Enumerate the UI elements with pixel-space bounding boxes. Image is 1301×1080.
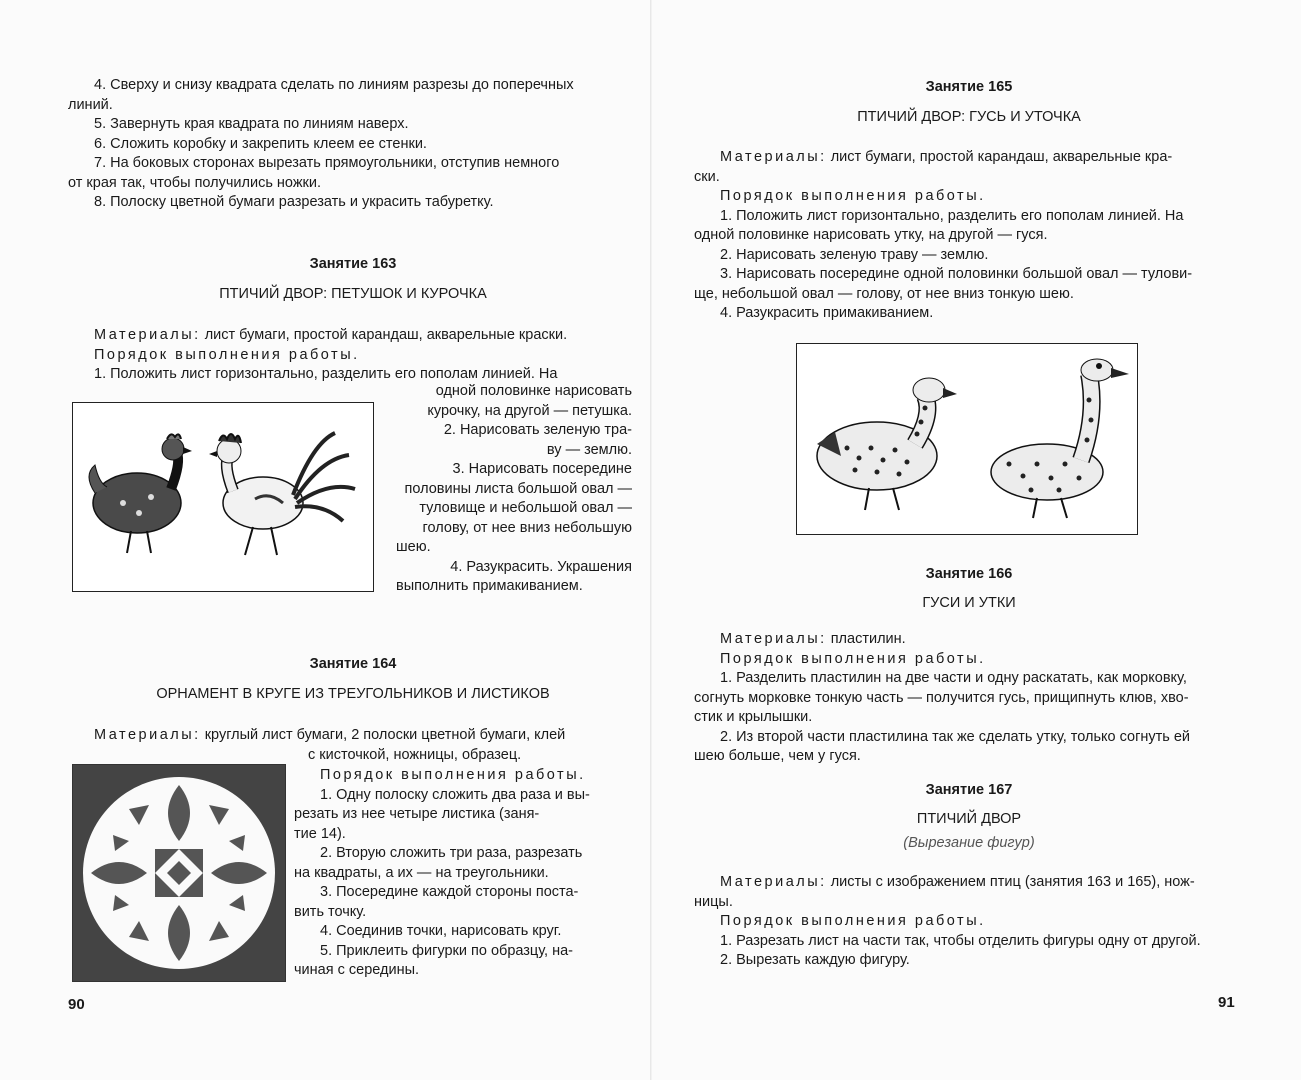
wrap-line: на квадраты, а их — на треугольники.: [294, 864, 549, 881]
rooster-hen-illustration: [72, 402, 374, 592]
materials-label: Материалы:: [94, 327, 201, 343]
step-text: шею больше, чем у гуся.: [694, 748, 861, 764]
wrap-line: тие 14).: [294, 825, 346, 842]
circle-ornament-illustration: [72, 764, 286, 982]
book-spine: [650, 0, 652, 1080]
step-text: 1. Разрезать лист на части так, чтобы отделить фигуры одну от другой.: [720, 932, 1201, 949]
step-text: 2. Из второй части пластилина так же сделать утку, только согнуть ей: [720, 728, 1191, 745]
step-text: 1. Положить лист горизонтально, разделить его пополам линией. На: [94, 366, 558, 382]
order-label: Порядок выполнения работы.: [94, 346, 360, 363]
lesson-164-wrap-text: [294, 766, 632, 981]
step-text: 3. Нарисовать посередине одной половинки большой овал — тулови-: [720, 266, 1193, 282]
circle-ornament-drawing: [73, 765, 285, 981]
top-list: [68, 76, 638, 213]
lesson-167-title: Занятие 167: [925, 782, 1013, 798]
wrap-line: 3. Посередине каждой стороны поста-: [320, 884, 579, 900]
lesson-165-subtitle: ПТИЧИЙ ДВОР: ГУСЬ И УТОЧКА: [857, 109, 1081, 125]
order-label: Порядок выполнения работы.: [720, 650, 986, 667]
step-text: согнуть морковке тонкую часть — получится гусь, прищипнуть клюв, хво-: [694, 689, 1189, 706]
materials-label: Материалы:: [720, 149, 827, 165]
step-text: 2. Нарисовать зеленую траву — землю.: [720, 246, 989, 263]
wrap-line: курочку, на другой — петушка.: [427, 402, 632, 419]
right-page: [694, 0, 1244, 1080]
lesson-163-body: [68, 326, 638, 385]
wrap-line: одной половинке нарисовать: [435, 383, 632, 399]
wrap-line: 2. Нарисовать зеленую тра-: [443, 422, 632, 438]
lesson-166-title: Занятие 166: [925, 566, 1013, 582]
order-label: Порядок выполнения работы.: [320, 767, 586, 783]
lesson-165-title: Занятие 165: [925, 79, 1013, 95]
materials-text: лист бумаги, простой карандаш, акварельные краски.: [204, 327, 568, 343]
list-item: 6. Сложить коробку и закрепить клеем ее стенки.: [94, 135, 427, 152]
list-item: линий.: [68, 96, 113, 113]
materials-text: лист бумаги, простой карандаш, акварельные кра-: [830, 149, 1173, 165]
lesson-164-title: Занятие 164: [309, 656, 397, 672]
lesson-166-subtitle: ГУСИ И УТКИ: [922, 595, 1016, 611]
wrap-line: резать из нее четыре листика (заня-: [294, 806, 540, 822]
materials-label: Материалы:: [94, 727, 201, 743]
lesson-166-body: [694, 630, 1244, 767]
lesson-163-wrap-text: [374, 382, 632, 597]
materials-label: Материалы:: [720, 874, 827, 890]
lesson-167-note: (Вырезание фигур): [903, 835, 1035, 851]
page-number-right: 91: [1218, 994, 1235, 1011]
lesson-164-subtitle: ОРНАМЕНТ В КРУГЕ ИЗ ТРЕУГОЛЬНИКОВ И ЛИСТИКОВ: [156, 686, 550, 702]
materials-text: ницы.: [694, 893, 733, 910]
wrap-line: половины листа большой овал —: [404, 480, 632, 497]
materials-text: листы с изображением птиц (занятия 163 и 165), нож-: [830, 874, 1195, 890]
lesson-167-body: [694, 873, 1244, 971]
step-text: 4. Разукрасить примакиванием.: [720, 305, 934, 321]
list-item: от края так, чтобы получились ножки.: [68, 174, 321, 191]
wrap-line: выполнить примакиванием.: [396, 578, 583, 594]
list-item: 5. Завернуть края квадрата по линиям наверх.: [94, 116, 409, 132]
page-number-left: 90: [68, 996, 85, 1013]
rooster-hen-drawing: [73, 403, 373, 591]
wrap-line: голову, от нее вниз небольшую: [422, 519, 632, 536]
step-text: 1. Положить лист горизонтально, разделить его пополам линией. На: [720, 207, 1184, 224]
step-text: 2. Вырезать каждую фигуру.: [720, 952, 910, 968]
lesson-163-subtitle: ПТИЧИЙ ДВОР: ПЕТУШОК И КУРОЧКА: [219, 286, 487, 302]
step-text: 1. Разделить пластилин на две части и одну раскатать, как морковку,: [720, 670, 1187, 686]
step-text: стик и крылышки.: [694, 709, 813, 725]
wrap-line: туловище и небольшой овал —: [419, 500, 632, 516]
order-label: Порядок выполнения работы.: [720, 188, 986, 204]
materials-text: с кисточкой, ножницы, образец.: [308, 746, 522, 763]
lesson-165-body: [694, 148, 1244, 324]
wrap-line: вить точку.: [294, 903, 367, 920]
wrap-line: 5. Приклеить фигурки по образцу, на-: [320, 942, 573, 959]
step-text: ще, небольшой овал — голову, от нее вниз тонкую шею.: [694, 285, 1074, 302]
order-label: Порядок выполнения работы.: [720, 913, 986, 929]
wrap-line: 2. Вторую сложить три раза, разрезать: [320, 845, 583, 861]
wrap-line: ву — землю.: [546, 441, 632, 458]
goose-duck-illustration: [796, 343, 1138, 535]
wrap-line: 1. Одну полоску сложить два раза и вы-: [320, 786, 590, 803]
left-page: [68, 0, 638, 1080]
step-text: одной половинке нарисовать утку, на другой — гуся.: [694, 227, 1048, 243]
wrap-line: 4. Соединив точки, нарисовать круг.: [320, 923, 562, 939]
materials-label: Материалы:: [720, 631, 827, 647]
wrap-line: 3. Нарисовать посередине: [452, 461, 632, 477]
materials-text: круглый лист бумаги, 2 полоски цветной бумаги, клей: [204, 727, 566, 743]
list-item: 8. Полоску цветной бумаги разрезать и украсить табуретку.: [94, 194, 494, 210]
lesson-164-materials: [68, 726, 638, 765]
lesson-167-subtitle: ПТИЧИЙ ДВОР: [916, 811, 1022, 827]
wrap-line: шею.: [396, 539, 431, 555]
materials-text: ски.: [694, 168, 720, 185]
list-item: 4. Сверху и снизу квадрата сделать по линиям разрезы до поперечных: [94, 77, 574, 93]
materials-text: пластилин.: [830, 631, 906, 647]
lesson-163-title: Занятие 163: [309, 256, 397, 272]
wrap-line: 4. Разукрасить. Украшения: [450, 558, 632, 575]
goose-duck-drawing: [797, 344, 1137, 534]
list-item: 7. На боковых сторонах вырезать прямоугольники, отступив немного: [94, 155, 560, 171]
wrap-line: чиная с середины.: [294, 962, 420, 978]
